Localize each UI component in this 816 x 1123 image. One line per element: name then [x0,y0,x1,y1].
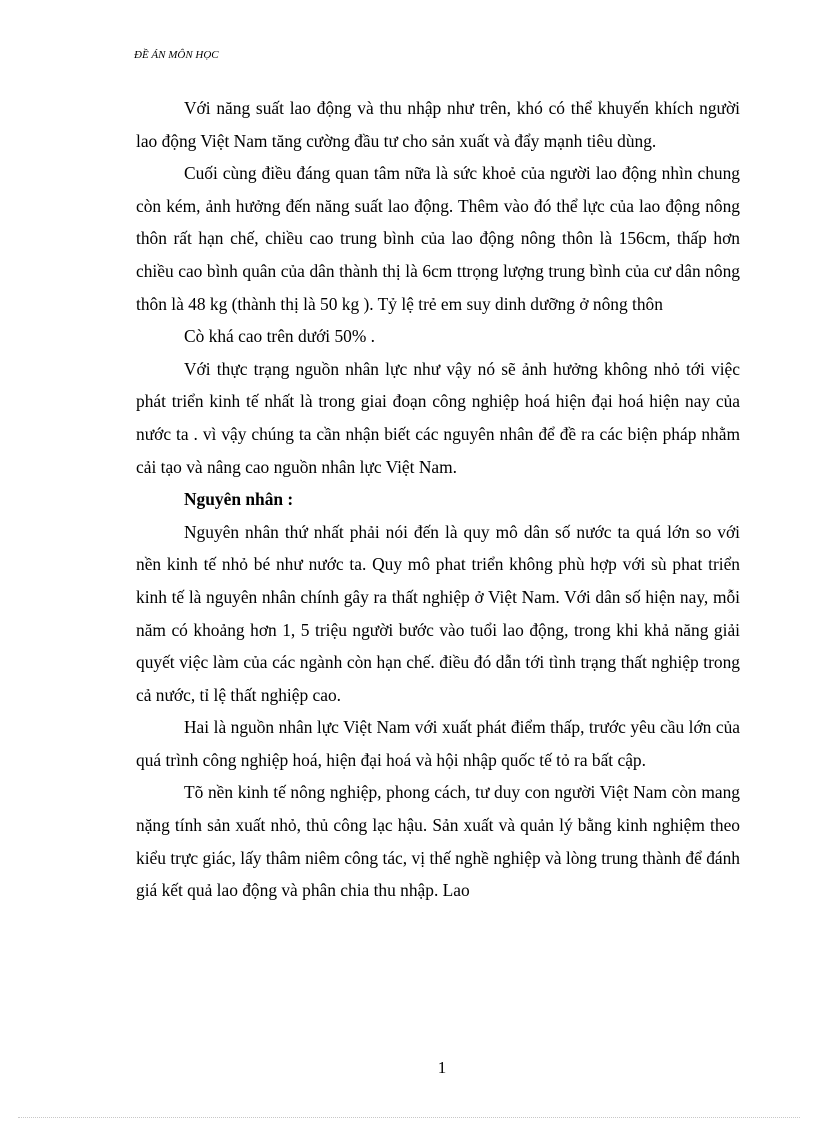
page-bottom-border [18,1117,800,1118]
page-number: 1 [437,1058,447,1077]
paragraph-productivity: Với năng suất lao động và thu nhập như trên, khó có thể khuyến khích người lao động Việt Nam tăng cường đầu tư cho sản xuất và đẩy mạnh tiêu dùng. [136,98,740,151]
header-divider [134,70,724,71]
paragraph-cause-agricultural-mindset: Tõ nền kinh tế nông nghiệp, phong cách, tư duy con người Việt Nam còn mang nặng tính sản xuất nhỏ, thủ công lạc hậu. Sản xuất và quản lý bằng kinh nghiệm theo kiểu trực giác, lấy thâm niêm công tác, vị thế nghề nghiệp và lòng trung thành để đánh giá kết quả lao động và phân chia thu nhập. Lao [136,782,740,901]
paragraph-current-state: Với thực trạng nguồn nhân lực như vậy nó sẽ ảnh hưởng không nhỏ tới việc phát triển kinh tế nhất là trong giai đoạn công nghiệp hoá hiện đại hoá hiện nay của nước ta . vì vậy chúng ta cần nhận biết các nguyên nhân để đề ra các biện pháp nhằm cải tạo và nâng cao nguồn nhân lực Việt Nam. [136,358,740,477]
document-body [136,92,740,907]
section-heading-causes: Nguyên nhân : [184,489,294,510]
paragraph-cause-population: Nguyên nhân thứ nhất phải nói đến là quy mô dân số nước ta quá lớn so với nền kinh tế nhỏ bé như nước ta. Quy mô phat triển không phù hợp với sù phat triển kinh tế là nguyên nhân chính gây ra thất nghiệp ở Việt Nam. Với dân số hiện nay, mỗi năm có khoảng hơn 1, 5 triệu người bước vào tuổi lao động, trong khi khả năng giải quyết việc làm của các ngành còn hạn chế. điều đó dẫn tới tình trạng thất nghiệp trong cả nước, tỉ lệ thất nghiệp cao. [136,521,740,705]
paragraph-health: Cuối cùng điều đáng quan tâm nữa là sức khoẻ của người lao động nhìn chung còn kém, ảnh hưởng đến năng suất lao động. Thêm vào đó thể lực của lao động nông thôn rất hạn chế, chiều cao trung bình của lao động nông thôn là 156cm, thấp hơn chiều cao bình quân của dân thành thị là 6cm ttrọng lượng trung bình của cư dân nông thôn là 48 kg (thành thị là 50 kg ). Tỷ lệ trẻ em suy dinh dưỡng ở nông thôn [136,163,740,314]
page-header: ĐỀ ÁN MÔN HỌC [134,49,219,61]
paragraph-cause-low-baseline: Hai là nguồn nhân lực Việt Nam với xuất phát điểm thấp, trước yêu cầu lớn của quá trình công nghiệp hoá, hiện đại hoá và hội nhập quốc tế tỏ ra bất cập. [136,717,740,770]
paragraph-malnutrition-rate: Cò khá cao trên dưới 50% . [184,326,376,347]
